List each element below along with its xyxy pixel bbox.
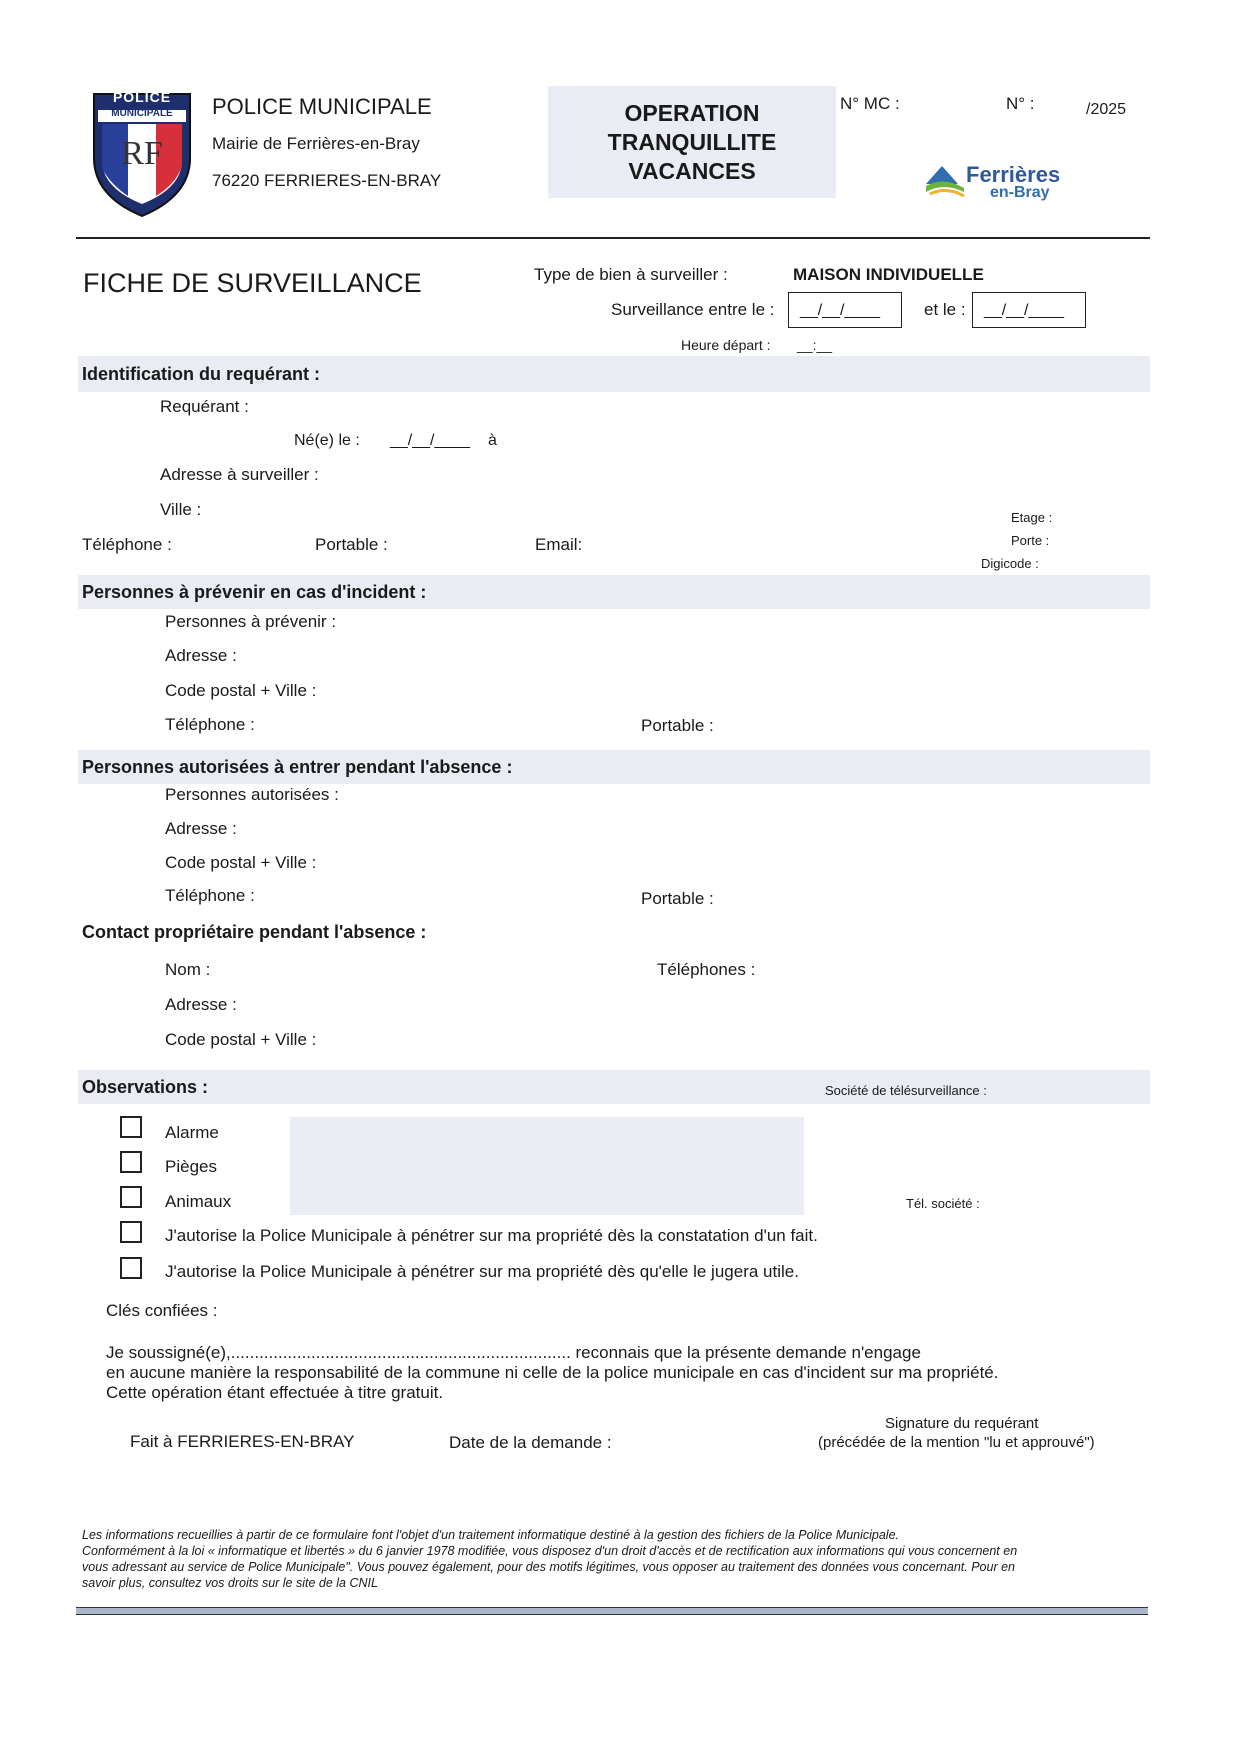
header-rule: [76, 237, 1150, 239]
date-demande-label: Date de la demande :: [449, 1433, 612, 1452]
pieges-label: Pièges: [165, 1157, 217, 1176]
animaux-label: Animaux: [165, 1192, 232, 1211]
pieges-checkbox[interactable]: [120, 1151, 142, 1173]
societe-label: Société de télésurveillance :: [825, 1083, 987, 1098]
badge-top-text: POLICE: [112, 89, 172, 105]
ne-le-blank[interactable]: __/__/____: [390, 432, 471, 449]
num-label: N° :: [1006, 94, 1035, 113]
ne-le-label: Né(e) le :: [294, 432, 360, 449]
adresse-surveiller-label: Adresse à surveiller :: [160, 465, 319, 484]
declaration-line-2: en aucune manière la responsabilité de la commune ni celle de la police municipale en cas d'incident sur ma propriété.: [106, 1363, 999, 1382]
declaration-line-3: Cette opération étant effectuée à titre gratuit.: [106, 1383, 444, 1402]
year-suffix: /2025: [1086, 101, 1127, 118]
legal-line-2: Conformément à la loi « informatique et libertés » du 6 janvier 1978 modifiée, vous disposez d'un droit d'accès et de rectification aux informations qui vous concernent en: [82, 1544, 1018, 1558]
end-date-blank: __/__/____: [984, 302, 1065, 319]
observations-heading: Observations :: [82, 1077, 209, 1097]
prevenir-portable-label: Portable :: [641, 716, 714, 735]
alarme-checkbox[interactable]: [120, 1116, 142, 1138]
authorization-1-label: J'autorise la Police Municipale à pénétrer sur ma propriété dès la constatation d'un fait.: [165, 1226, 818, 1245]
ferrieres-logo-icon: [924, 160, 966, 200]
a-label: à: [488, 432, 497, 449]
contact-telephones-label: Téléphones :: [657, 960, 756, 979]
contact-cp-label: Code postal + Ville :: [165, 1030, 317, 1049]
type-label: Type de bien à surveiller :: [534, 265, 728, 284]
logo-word-1: Ferrières: [966, 162, 1061, 187]
alarme-label: Alarme: [165, 1123, 219, 1142]
requerant-label: Requérant :: [160, 397, 249, 416]
operation-line-3: VACANCES: [628, 158, 756, 184]
etage-label: Etage :: [1011, 510, 1053, 525]
authorization-2-checkbox[interactable]: [120, 1257, 142, 1279]
prevenir-cp-label: Code postal + Ville :: [165, 681, 317, 700]
legal-line-1: Les informations recueillies à partir de ce formulaire font l'objet d'un traitement informatique destiné à la gestion des fichiers de la Police Municipale.: [82, 1528, 900, 1542]
fait-a-label: Fait à FERRIERES-EN-BRAY: [130, 1432, 355, 1451]
declaration-line-1: Je soussigné(e),........................................................................ reconnais que la présente demande n'engage: [106, 1343, 921, 1362]
heure-blank[interactable]: __:__: [797, 337, 833, 353]
start-date-blank: __/__/____: [800, 302, 881, 319]
contact-heading: Contact propriétaire pendant l'absence :: [82, 922, 427, 942]
autorisees-heading: Personnes autorisées à entrer pendant l'absence :: [82, 757, 513, 777]
prevenir-heading: Personnes à prévenir en cas d'incident :: [82, 582, 427, 602]
logo-word-2: en-Bray: [990, 184, 1050, 201]
porte-label: Porte :: [1011, 533, 1050, 548]
animaux-checkbox[interactable]: [120, 1186, 142, 1208]
city-line: 76220 FERRIERES-EN-BRAY: [212, 171, 442, 190]
operation-line-1: OPERATION: [624, 100, 760, 126]
signature-mention: (précédée de la mention "lu et approuvé"): [818, 1434, 1095, 1451]
signature-label: Signature du requérant: [885, 1415, 1039, 1432]
digicode-label: Digicode :: [981, 556, 1039, 571]
num-mc-label: N° MC :: [840, 94, 900, 113]
portable-label: Portable :: [315, 535, 388, 554]
type-value: MAISON INDIVIDUELLE: [793, 265, 984, 284]
contact-nom-label: Nom :: [165, 960, 211, 979]
contact-adresse-label: Adresse :: [165, 995, 237, 1014]
prevenir-adresse-label: Adresse :: [165, 646, 237, 665]
legal-line-3: vous adressant au service de Police Municipale". Vous pouvez également, pour des motifs légitimes, vous opposer au traitement des données vous concernant. Pour en: [82, 1560, 1015, 1574]
authorization-2-label: J'autorise la Police Municipale à pénétrer sur ma propriété dès qu'elle le jugera utile.: [165, 1262, 799, 1281]
autorisees-telephone-label: Téléphone :: [165, 886, 255, 905]
autorisees-cp-label: Code postal + Ville :: [165, 853, 317, 872]
telephone-label: Téléphone :: [82, 535, 172, 554]
observations-notes-area[interactable]: [290, 1117, 804, 1215]
observations-band: [78, 1070, 1150, 1104]
authorization-1-checkbox[interactable]: [120, 1221, 142, 1243]
autorisees-personnes-label: Personnes autorisées :: [165, 785, 339, 804]
page-title: FICHE DE SURVEILLANCE: [83, 268, 422, 298]
mairie-name: Mairie de Ferrières-en-Bray: [212, 134, 420, 153]
ident-heading: Identification du requérant :: [82, 364, 321, 384]
prevenir-personnes-label: Personnes à prévenir :: [165, 612, 337, 631]
legal-line-4: savoir plus, consultez vos droits sur le site de la CNIL: [82, 1576, 378, 1590]
prevenir-telephone-label: Téléphone :: [165, 715, 255, 734]
badge-letters: RF: [121, 135, 163, 172]
org-name: POLICE MUNICIPALE: [212, 94, 432, 119]
autorisees-portable-label: Portable :: [641, 889, 714, 908]
tel-societe-label: Tél. société :: [906, 1196, 980, 1211]
ville-label: Ville :: [160, 500, 202, 519]
et-le-label: et le :: [924, 300, 966, 319]
surveillance-label: Surveillance entre le :: [611, 300, 775, 319]
email-label: Email:: [535, 535, 583, 554]
heure-label: Heure départ :: [681, 337, 771, 353]
cles-label: Clés confiées :: [106, 1301, 218, 1320]
footer-bar: [76, 1607, 1148, 1615]
badge-mid-text: MUNICIPALE: [111, 108, 173, 119]
autorisees-adresse-label: Adresse :: [165, 819, 237, 838]
operation-line-2: TRANQUILLITE: [607, 129, 777, 155]
